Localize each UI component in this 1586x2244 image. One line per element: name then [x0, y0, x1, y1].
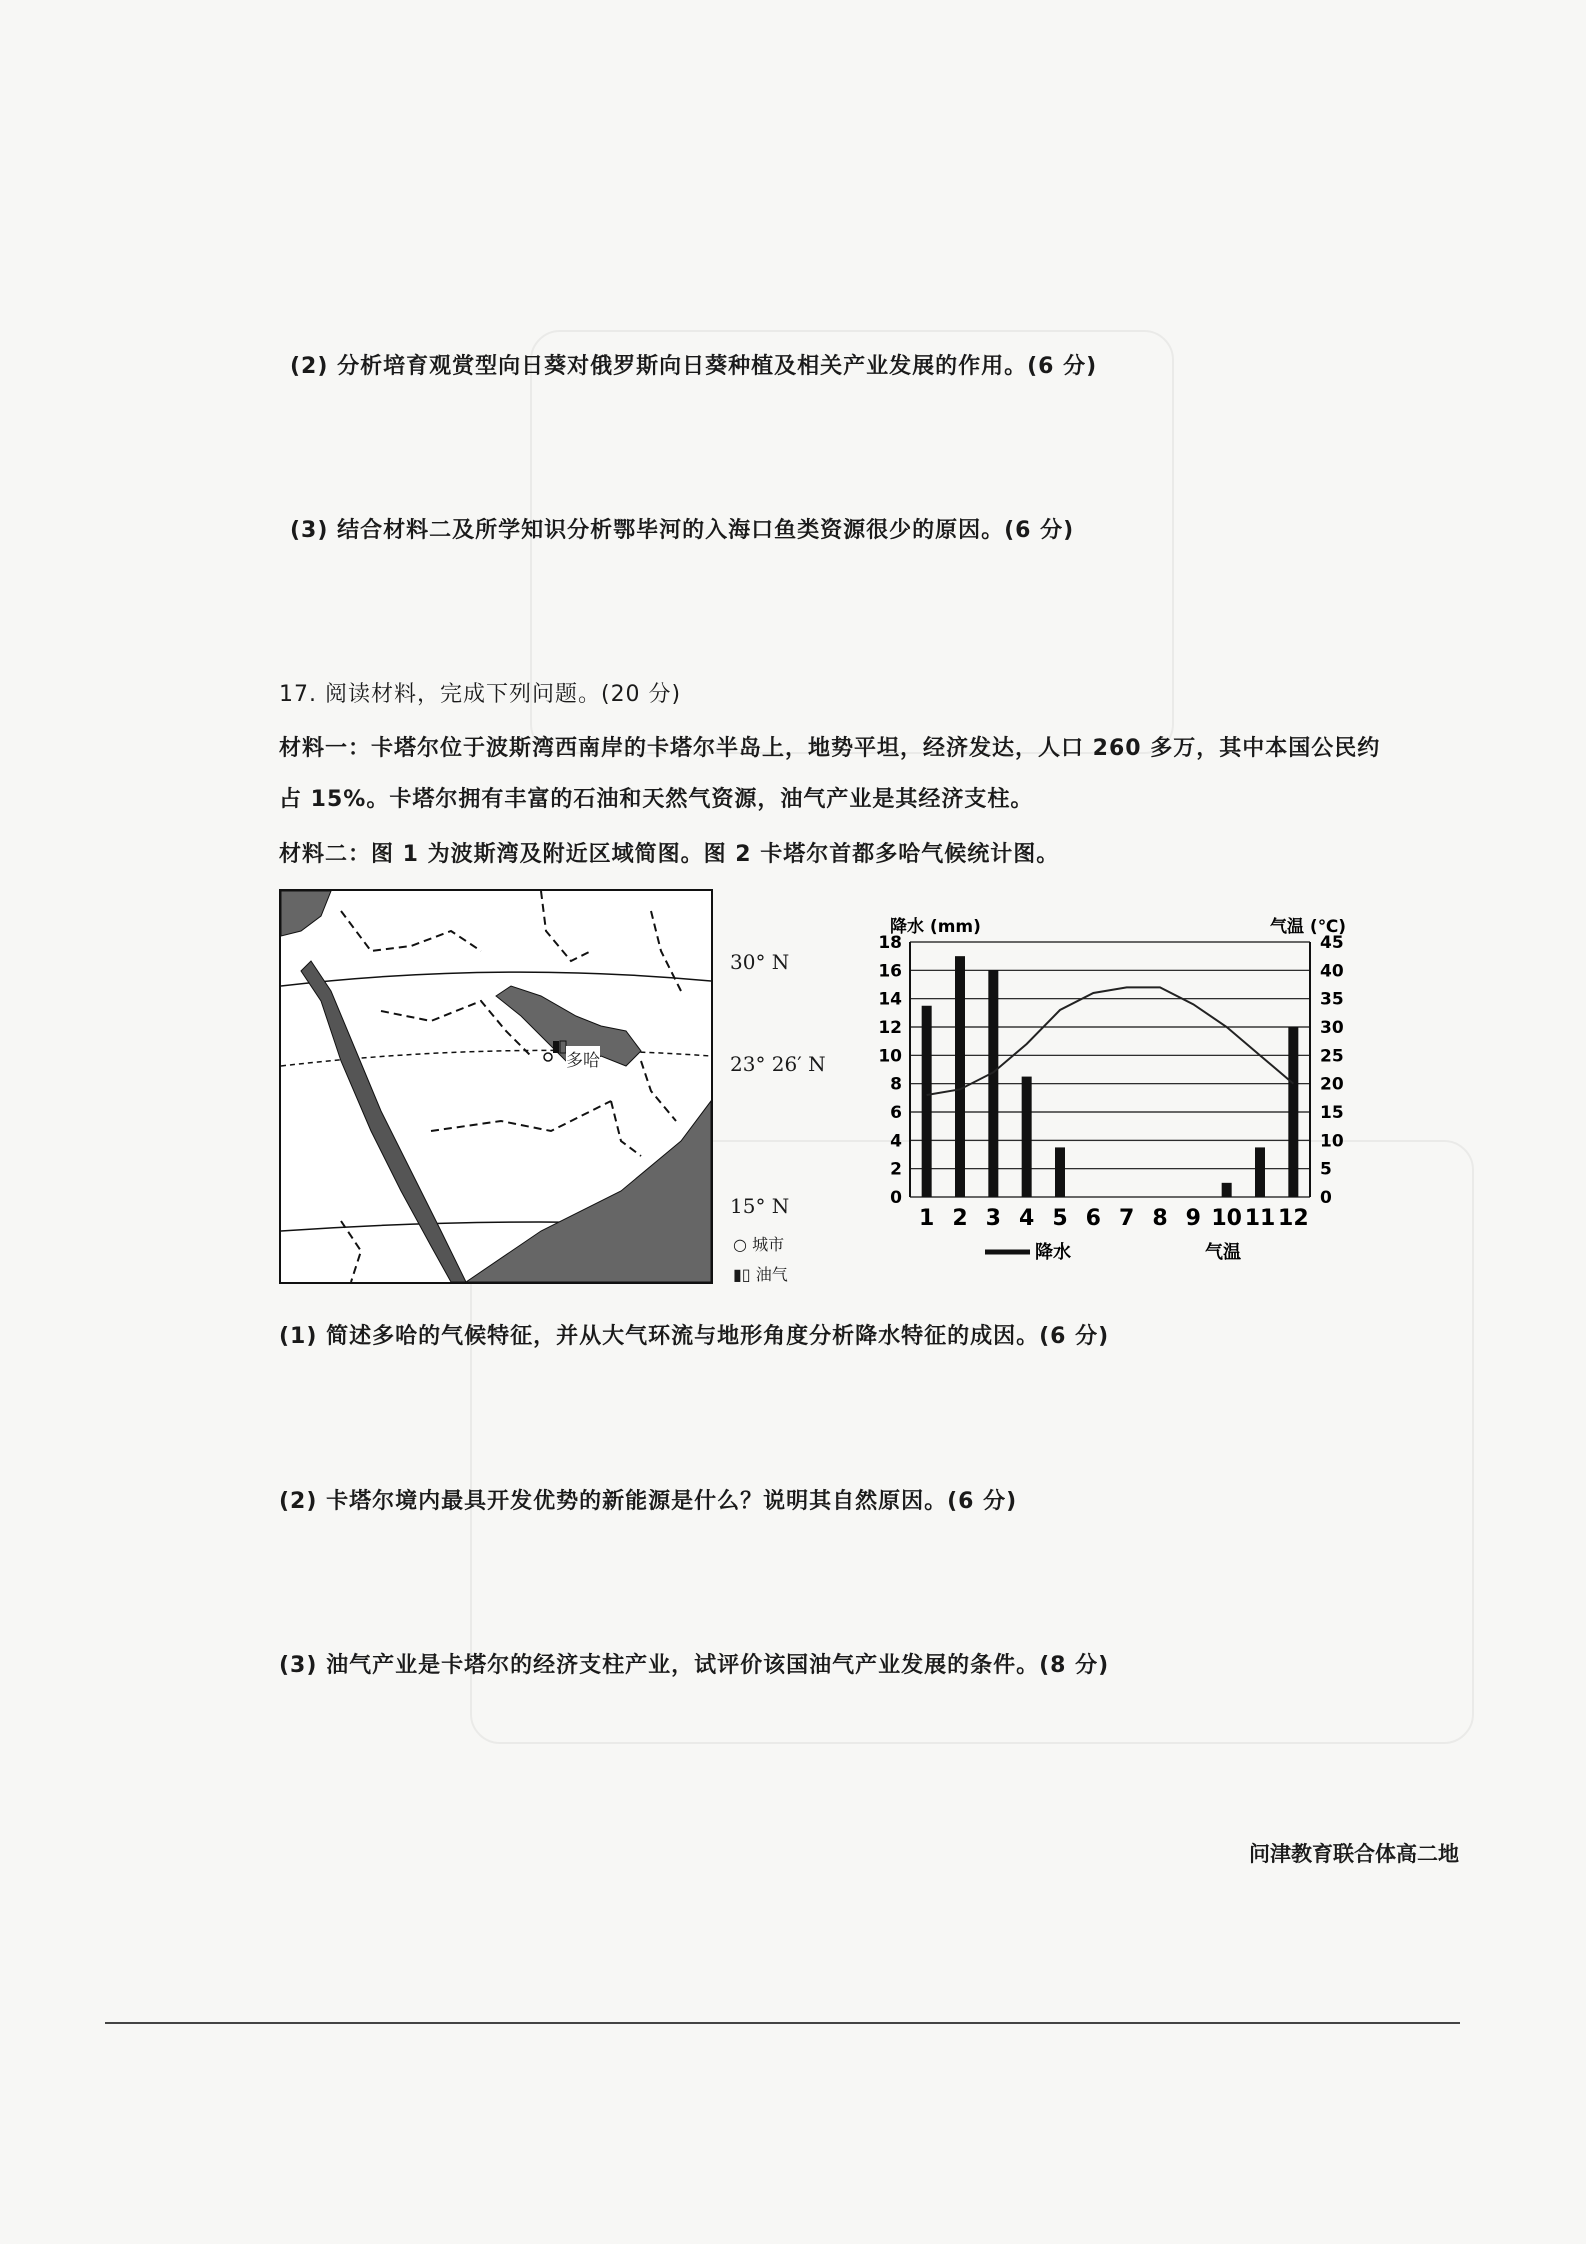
precip-bar-10 — [1222, 1183, 1232, 1197]
precip-tick-label: 2 — [890, 1159, 902, 1180]
temp-tick-label: 35 — [1320, 989, 1344, 1010]
question-16-2: (2) 分析培育观赏型向日葵对俄罗斯向日葵种植及相关产业发展的作用。(6 分) — [290, 354, 1098, 379]
doha-label: 多哈 — [566, 1046, 600, 1071]
legend-oil: ▮▯ 油气 — [733, 1265, 788, 1284]
month-label: 4 — [1019, 1206, 1035, 1231]
temp-tick-label: 45 — [1320, 933, 1344, 953]
legend-temp-label: 气温 — [1205, 1242, 1241, 1263]
precip-bar-2 — [955, 956, 965, 1197]
precip-tick-label: 18 — [878, 933, 902, 953]
precip-tick-label: 14 — [878, 989, 902, 1010]
persian-gulf-map — [279, 889, 713, 1284]
map-drawing — [281, 891, 711, 1282]
temp-tick-label: 5 — [1320, 1159, 1332, 1180]
precip-bar-1 — [922, 1006, 932, 1197]
precip-tick-label: 12 — [878, 1018, 902, 1038]
temp-tick-label: 0 — [1320, 1188, 1332, 1208]
legend-precip-label: 降水 — [1035, 1242, 1071, 1263]
precip-tick-label: 0 — [890, 1188, 902, 1208]
material-two: 材料二：图 1 为波斯湾及附近区域简图。图 2 卡塔尔首都多哈气候统计图。 — [279, 842, 1060, 867]
precip-tick-label: 8 — [890, 1074, 902, 1095]
month-label: 3 — [985, 1206, 1001, 1231]
question-17-2: (2) 卡塔尔境内最具开发优势的新能源是什么？说明其自然原因。(6 分) — [279, 1489, 1018, 1514]
temperature-line — [927, 987, 1294, 1095]
month-label: 8 — [1152, 1206, 1168, 1231]
precip-bar-12 — [1288, 1027, 1298, 1197]
precip-tick-label: 16 — [878, 961, 902, 982]
temp-tick-label: 10 — [1320, 1131, 1344, 1152]
precip-axis-title: 降水 (mm) — [890, 917, 981, 937]
material-one-line2: 占 15%。卡塔尔拥有丰富的石油和天然气资源，油气产业是其经济支柱。 — [279, 787, 1034, 812]
bottom-rule — [105, 2022, 1460, 2024]
precip-bar-4 — [1022, 1077, 1032, 1197]
question-17-3: (3) 油气产业是卡塔尔的经济支柱产业，试评价该国油气产业发展的条件。(8 分) — [279, 1653, 1110, 1678]
oil-gas-marker — [553, 1041, 559, 1053]
temp-tick-label: 15 — [1320, 1103, 1344, 1123]
material-one-line1: 材料一：卡塔尔位于波斯湾西南岸的卡塔尔半岛上，地势平坦，经济发达，人口 260 多万，其中本国公民约 — [279, 736, 1381, 761]
month-label: 6 — [1085, 1206, 1101, 1231]
legend-city: ○ 城市 — [733, 1235, 785, 1254]
temp-tick-label: 40 — [1320, 961, 1344, 982]
doha-city-marker — [544, 1053, 552, 1061]
temp-tick-label: 30 — [1320, 1018, 1344, 1038]
month-label: 5 — [1052, 1206, 1068, 1231]
footer-header: 问津教育联合体高二地 — [1249, 1841, 1459, 1866]
month-label: 7 — [1119, 1206, 1135, 1231]
precip-bar-5 — [1055, 1147, 1065, 1197]
month-label: 11 — [1244, 1206, 1276, 1231]
month-label: 10 — [1211, 1206, 1242, 1231]
month-label: 12 — [1278, 1206, 1309, 1231]
doha-climate-chart — [865, 912, 1365, 1282]
question-17-1: (1) 简述多哈的气候特征，并从大气环流与地形角度分析降水特征的成因。(6 分) — [279, 1324, 1110, 1349]
question-17-title: 17. 阅读材料，完成下列问题。(20 分) — [279, 682, 682, 707]
temp-axis-title: 气温 (℃) — [1270, 917, 1347, 937]
lat-15-label: 15° N — [730, 1194, 790, 1218]
month-label: 2 — [952, 1206, 968, 1231]
month-label: 9 — [1185, 1206, 1201, 1231]
lat-30-label: 30° N — [730, 950, 790, 974]
precip-tick-label: 10 — [878, 1046, 902, 1067]
precip-bar-3 — [988, 970, 998, 1197]
precip-bar-11 — [1255, 1147, 1265, 1197]
lat-tropic-label: 23° 26′ N — [730, 1052, 826, 1076]
question-16-3: (3) 结合材料二及所学知识分析鄂毕河的入海口鱼类资源很少的原因。(6 分) — [290, 518, 1075, 543]
climate-chart-svg — [865, 912, 1365, 1282]
temp-tick-label: 25 — [1320, 1046, 1344, 1067]
month-label: 1 — [919, 1206, 935, 1231]
oil-legend-icon: ▮▯ — [733, 1265, 751, 1284]
temp-tick-label: 20 — [1320, 1074, 1344, 1095]
city-legend-icon: ○ — [733, 1235, 747, 1254]
precip-tick-label: 6 — [890, 1103, 902, 1123]
precip-tick-label: 4 — [890, 1131, 902, 1152]
